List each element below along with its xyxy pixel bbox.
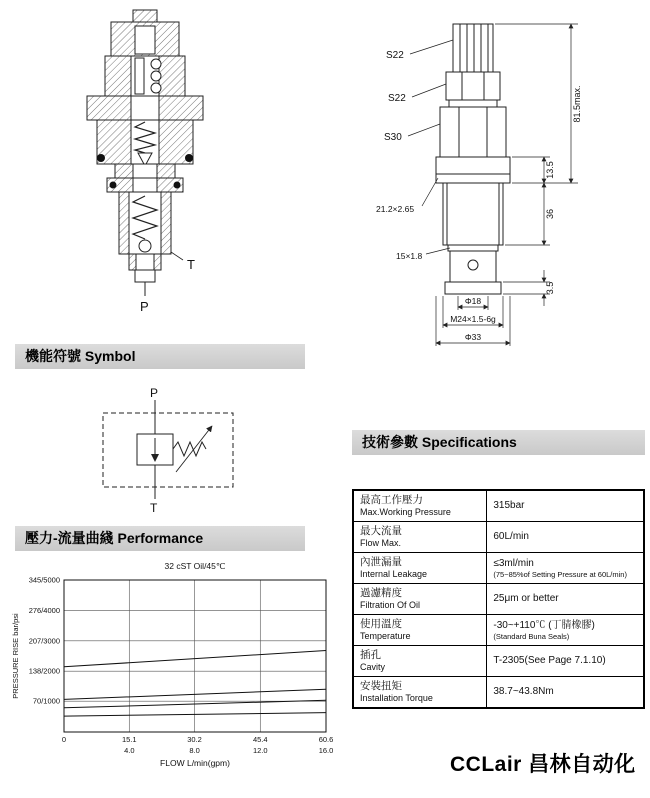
- spec-label-cell: 最高工作壓力 Max.Working Pressure: [353, 490, 487, 522]
- dim-36-label: 36: [545, 208, 555, 220]
- svg-text:12.0: 12.0: [252, 746, 268, 755]
- spec-row: [353, 677, 644, 709]
- port-p-label: P: [140, 299, 149, 314]
- dim-dia33-label: Φ33: [464, 332, 482, 342]
- spec-row: [353, 615, 644, 646]
- spec-row: [353, 553, 644, 584]
- svg-text:FLOW L/min(gpm): FLOW L/min(gpm): [160, 758, 230, 768]
- specifications-table: [352, 489, 645, 709]
- spec-row: [353, 490, 644, 522]
- port-t-label: T: [187, 257, 195, 272]
- svg-text:PRESSURE RISE bar/psi: PRESSURE RISE bar/psi: [11, 613, 20, 699]
- dim-lower-groove-label: 15×1.8: [396, 251, 423, 261]
- svg-text:0: 0: [61, 735, 67, 744]
- hydraulic-symbol-diagram: [88, 386, 258, 518]
- spec-label-cell: 過濾精度 Filtration Of Oil: [353, 584, 487, 615]
- symbol-section-title: 機能符號 Symbol: [25, 348, 136, 364]
- svg-text:32 cST Oil/45℃: 32 cST Oil/45℃: [164, 561, 226, 571]
- spec-value-cell: 38.7~43.8Nm: [487, 677, 644, 709]
- spec-label-cell: 最大流量 Flow Max.: [353, 522, 487, 553]
- symbol-port-p-label: P: [150, 386, 159, 400]
- dim-dia18-label: Φ18: [464, 296, 482, 306]
- valve-cross-section-drawing: [35, 6, 255, 336]
- spec-value-cell: -30~+110℃ (丁腈橡膠) (Standard Buna Seals): [487, 615, 644, 646]
- spec-value-cell: 315bar: [487, 490, 644, 522]
- svg-text:8.0: 8.0: [189, 746, 200, 755]
- spec-label-cell: 安裝扭矩 Installation Torque: [353, 677, 487, 709]
- spec-table-body: [353, 490, 644, 708]
- performance-section-title: 壓力-流量曲綫 Performance: [25, 530, 204, 546]
- specifications-section-title: 技術參數 Specifications: [362, 434, 517, 450]
- svg-text:207/3000: 207/3000: [28, 636, 60, 646]
- symbol-section-header: [15, 344, 305, 369]
- svg-text:15.1: 15.1: [121, 735, 137, 744]
- dim-overall-height-label: 81.5max.: [572, 85, 582, 123]
- svg-text:45.4: 45.4: [252, 735, 268, 744]
- spec-label-cell: 內泄漏量 Internal Leakage: [353, 553, 487, 584]
- spec-value-cell: ≤3ml/min (75~85%of Setting Pressure at 60L/min): [487, 553, 644, 584]
- dim-s22-mid-label: S22: [388, 93, 406, 104]
- dim-oring-groove-label: 21.2×2.65: [376, 204, 415, 214]
- dim-3-5-label: 3.5: [545, 281, 555, 295]
- spec-value-cell: T-2305(See Page 7.1.10): [487, 646, 644, 677]
- spec-label-cell: 插孔 Cavity: [353, 646, 487, 677]
- dim-s30-label: S30: [384, 132, 402, 143]
- valve-dimension-drawing: [358, 12, 640, 372]
- spec-row: [353, 522, 644, 553]
- spec-label-cell: 使用溫度 Temperature: [353, 615, 487, 646]
- specifications-section-header: [352, 430, 645, 455]
- svg-text:16.0: 16.0: [318, 746, 334, 755]
- performance-chart: [8, 556, 342, 792]
- svg-text:138/2000: 138/2000: [28, 666, 60, 676]
- brand-logo: CCLair 昌林自动化: [450, 753, 636, 776]
- svg-text:70/1000: 70/1000: [32, 696, 60, 706]
- spec-row: [353, 584, 644, 615]
- svg-text:30.2: 30.2: [187, 735, 202, 744]
- svg-text:4.0: 4.0: [124, 746, 135, 755]
- spec-value-cell: 25μm or better: [487, 584, 644, 615]
- svg-text:276/4000: 276/4000: [28, 605, 60, 615]
- performance-chart-svg: [8, 556, 342, 792]
- dim-thread-label: M24×1.5-6g: [450, 314, 496, 324]
- spec-value-cell: 60L/min: [487, 522, 644, 553]
- spec-row: [353, 646, 644, 677]
- dim-s22-top-label: S22: [386, 50, 404, 61]
- dim-13-5-label: 13.5: [545, 161, 555, 179]
- svg-text:60.6: 60.6: [318, 735, 334, 744]
- performance-section-header: [15, 526, 305, 551]
- svg-text:345/5000: 345/5000: [28, 575, 60, 585]
- symbol-port-t-label: T: [150, 501, 158, 515]
